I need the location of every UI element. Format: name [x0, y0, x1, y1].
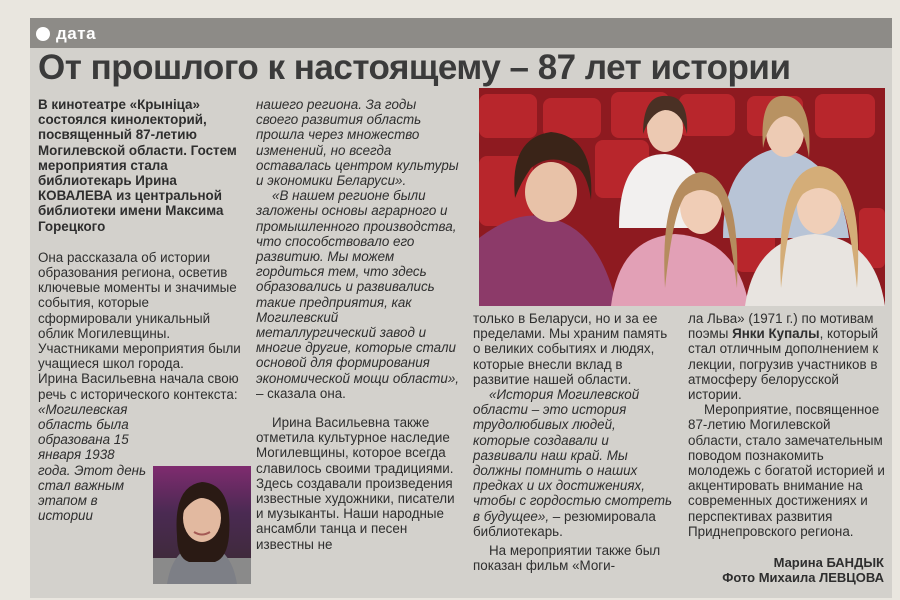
rubric-label: дата: [56, 24, 97, 43]
column-1: [38, 97, 242, 523]
quote-paragraph: [473, 387, 673, 539]
attribution-text: – сказала она.: [256, 385, 346, 401]
librarian-portrait-image: [153, 466, 251, 584]
cinema-audience-image: [479, 88, 885, 306]
quote-text: «В нашем регионе были заложены основы аграрного и промышленного производства, что способствовало его развитию. Мы можем гордиться тем, что здесь образовались и развивались такие предприятия, как Могилевский металлургический завод и многие другие, которые стали основой для формирования экономической мощи области»,: [256, 188, 459, 386]
article-lead: В кинотеатре «Крыніца» состоялся кинолекторий, посвященный 87-летию Могилевской области. Гостем мероприятия стала библиотекарь Ирина КОВАЛЕВА из центральной библиотеки имени Максима Горецкого: [38, 97, 237, 234]
paragraph-text: , который стал отличным дополнением к лекции, погрузив участников в атмосферу белорусской истории.: [688, 326, 879, 403]
paragraph: Мероприятие, посвященное 87-летию Могилевской области, стало замечательным поводом познакомить молодежь с богатой историей и акцентировать внимание на современных достижениях и перспективах развития Приднепровского региона.: [688, 402, 885, 539]
rubric-bar: [30, 18, 892, 48]
paragraph: [688, 311, 888, 402]
paragraph: Она рассказала об истории образования региона, осветив ключевые моменты и значимые события, которые сформировали уникальный облик Могилевщины. Участниками мероприятия были учащиеся школ города.: [38, 249, 241, 372]
paragraph: только в Беларуси, но и за ее пределами. Мы храним память о великих событиях и людях, которые внесли вклад в развитие нашей области.: [473, 311, 668, 387]
quote-paragraph: нашего региона. За годы своего развития область прошла через множество изменений, но всегда оставалась центром культуры и экономики Беларуси».: [256, 97, 459, 189]
paragraph-text: ла Льва» (1971 г.) по мотивам поэмы: [688, 311, 874, 342]
column-2: [256, 97, 461, 552]
column-3: [473, 311, 673, 573]
photo-credit: Фото Михаила ЛЕВЦОВА: [722, 570, 884, 585]
quote-text: «История Могилевской области – это история трудолюбивых людей, которые создавали и развивали наш край. Мы должны помнить о наших предках и их достижениях, чтобы с гордостью смотреть в будущее»,: [473, 387, 673, 524]
bullet-icon: [36, 27, 50, 41]
paragraph: Ирина Васильевна также отметила культурное наследие Могилевщины, которое всегда славилось своими традициями. Здесь создавали произведения известные художники, писатели и музыканты. Наши народные ансамбли танца и песен известны не: [256, 415, 455, 552]
portrait-photo: [153, 466, 251, 584]
attribution-text: – резюмировала библиотекарь.: [473, 508, 656, 539]
audience-photo: [479, 88, 885, 306]
paragraph: На мероприятии также был показан фильм «Моги-: [473, 543, 661, 574]
quote-paragraph: «Могилевская область была образована 15 января 1938 года. Этот день стал важным этапом в истории: [38, 401, 147, 524]
quote-paragraph: [256, 188, 461, 401]
article-headline: От прошлого к настоящему – 87 лет истории: [38, 48, 791, 87]
paragraph: Ирина Васильевна начала свою речь с исторического контекста:: [38, 371, 239, 402]
column-4: [688, 311, 888, 539]
author-signature: Марина БАНДЫК: [773, 555, 884, 570]
rubric-tag: [36, 24, 96, 44]
poet-name: Янки Купалы: [732, 326, 820, 342]
